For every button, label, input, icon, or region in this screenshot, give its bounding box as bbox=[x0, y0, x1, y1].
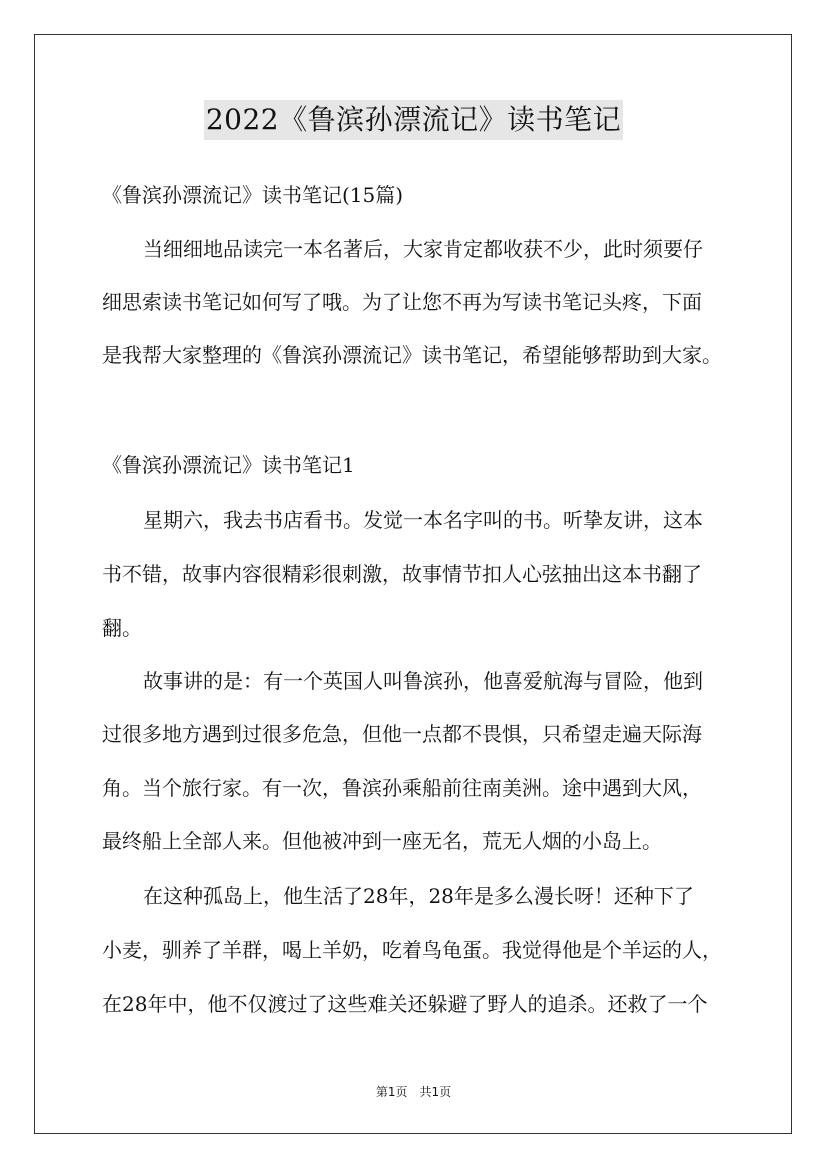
paragraph2-line-4: 最终船上全部人来。但他被冲到一座无名，荒无人烟的小岛上。 bbox=[102, 829, 662, 853]
intro-line-1: 当细细地品读完一本名著后，大家肯定都收获不少，此时须要仔 bbox=[143, 237, 703, 261]
paragraph2-line-2: 过很多地方遇到过很多危急，但他一点都不畏惧，只希望走遍天际海 bbox=[102, 722, 702, 746]
paragraph3-line-1: 在这种孤岛上，他生活了28年，28年是多么漫长呀！还种下了 bbox=[143, 884, 694, 908]
section-heading: 《鲁滨孙漂流记》读书笔记1 bbox=[102, 453, 355, 477]
page-footer: 第1页 共1页 bbox=[375, 1085, 452, 1099]
paragraph3-line-2: 小麦，驯养了羊群，喝上羊奶，吃着鸟龟蛋。我觉得他是个羊运的人， bbox=[102, 938, 722, 962]
document-title: 2022《鲁滨孙漂流记》读书笔记 bbox=[204, 100, 623, 140]
intro-line-2: 细思索读书笔记如何写了哦。为了让您不再为写读书笔记头疼，下面 bbox=[102, 290, 702, 314]
document-subtitle: 《鲁滨孙漂流记》读书笔记(15篇) bbox=[102, 183, 404, 207]
paragraph2-line-1: 故事讲的是：有一个英国人叫鲁滨孙，他喜爱航海与冒险，他到 bbox=[143, 669, 703, 693]
paragraph1-line-1: 星期六，我去书店看书。发觉一本名字叫的书。听挚友讲，这本 bbox=[143, 508, 703, 532]
paragraph3-line-3: 在28年中，他不仅渡过了这些难关还躲避了野人的追杀。还救了一个 bbox=[102, 992, 708, 1016]
paragraph2-line-3: 角。当个旅行家。有一次，鲁滨孙乘船前往南美洲。途中遇到大风， bbox=[102, 776, 702, 800]
paragraph1-line-2: 书不错，故事内容很精彩很刺激，故事情节扣人心弦抽出这本书翻了 bbox=[102, 562, 702, 586]
intro-line-3: 是我帮大家整理的《鲁滨孙漂流记》读书笔记，希望能够帮助到大家。 bbox=[102, 343, 722, 367]
title-container bbox=[0, 100, 827, 140]
paragraph1-line-3: 翻。 bbox=[102, 616, 142, 640]
